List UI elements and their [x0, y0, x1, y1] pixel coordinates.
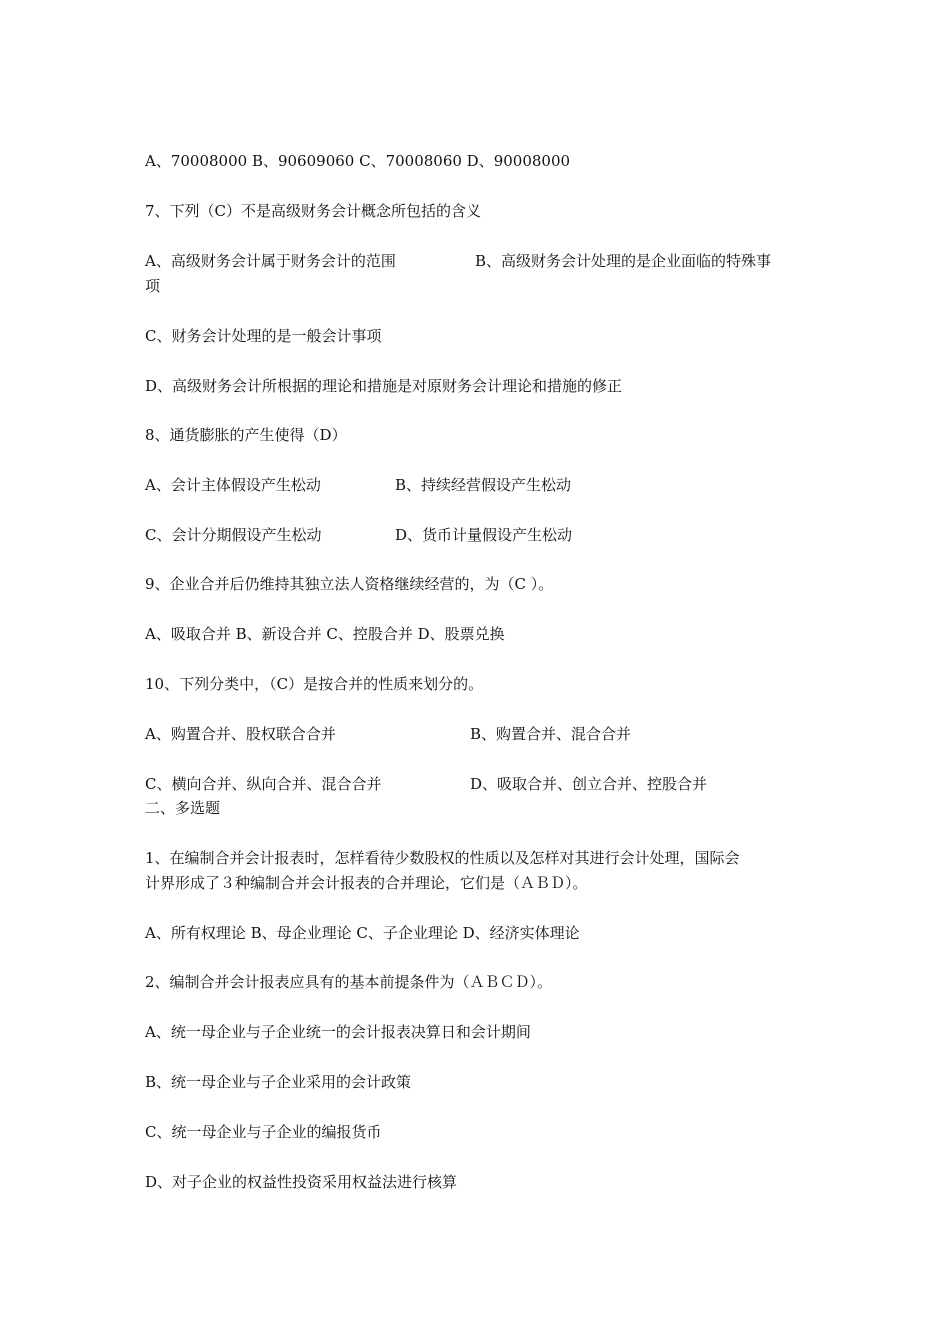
q8-option-c: C、会计分期假设产生松动 — [145, 526, 322, 544]
mc-q1-options: A、所有权理论 B、母企业理论 C、子企业理论 D、经济实体理论 — [145, 924, 580, 942]
mc-q2-option-b: B、统一母企业与子企业采用的会计政策 — [145, 1073, 412, 1091]
question-7: 7、下列（C）不是高级财务会计概念所包括的含义 — [145, 202, 482, 220]
q9-options: A、吸取合并 B、新设合并 C、控股合并 D、股票兑换 — [145, 625, 505, 643]
q7-option-b: B、高级财务会计处理的是企业面临的特殊事 — [475, 252, 772, 270]
section-heading-multiple-choice: 二、多选题 — [145, 799, 221, 817]
question-8: 8、通货膨胀的产生使得（D） — [145, 426, 347, 444]
q10-option-c: C、横向合并、纵向合并、混合合并 — [145, 775, 382, 793]
q7-option-a: A、高级财务会计属于财务会计的范围 — [145, 252, 396, 270]
q8-option-b: B、持续经营假设产生松动 — [395, 476, 572, 494]
q6-options: A、70008000 B、90609060 C、70008060 D、90008000 — [145, 152, 571, 170]
q7-option-b-continued: 项 — [145, 277, 161, 295]
mc-question-2: 2、编制合并会计报表应具有的基本前提条件为（ＡＢＣＤ）。 — [145, 973, 553, 991]
q7-option-c: C、财务会计处理的是一般会计事项 — [145, 327, 382, 345]
mc-question-1-line2: 计界形成了３种编制合并会计报表的合并理论，它们是（ＡＢＤ）。 — [145, 874, 588, 892]
mc-q2-option-a: A、统一母企业与子企业统一的会计报表决算日和会计期间 — [145, 1023, 531, 1041]
mc-question-1-line1: 1、在编制合并会计报表时，怎样看待少数股权的性质以及怎样对其进行会计处理，国际会 — [145, 849, 740, 867]
q8-option-a: A、会计主体假设产生松动 — [145, 476, 321, 494]
question-9: 9、企业合并后仍维持其独立法人资格继续经营的，为（C ）。 — [145, 575, 554, 593]
q10-option-d: D、吸取合并、创立合并、控股合并 — [470, 775, 708, 793]
mc-q2-option-d: D、对子企业的权益性投资采用权益法进行核算 — [145, 1173, 458, 1191]
question-10: 10、下列分类中，（C）是按合并的性质来划分的。 — [145, 675, 484, 693]
q7-option-d: D、高级财务会计所根据的理论和措施是对原财务会计理论和措施的修正 — [145, 377, 623, 395]
mc-q2-option-c: C、统一母企业与子企业的编报货币 — [145, 1123, 382, 1141]
q10-option-a: A、购置合并、股权联合合并 — [145, 725, 336, 743]
q8-option-d: D、货币计量假设产生松动 — [395, 526, 573, 544]
q10-option-b: B、购置合并、混合合并 — [470, 725, 632, 743]
